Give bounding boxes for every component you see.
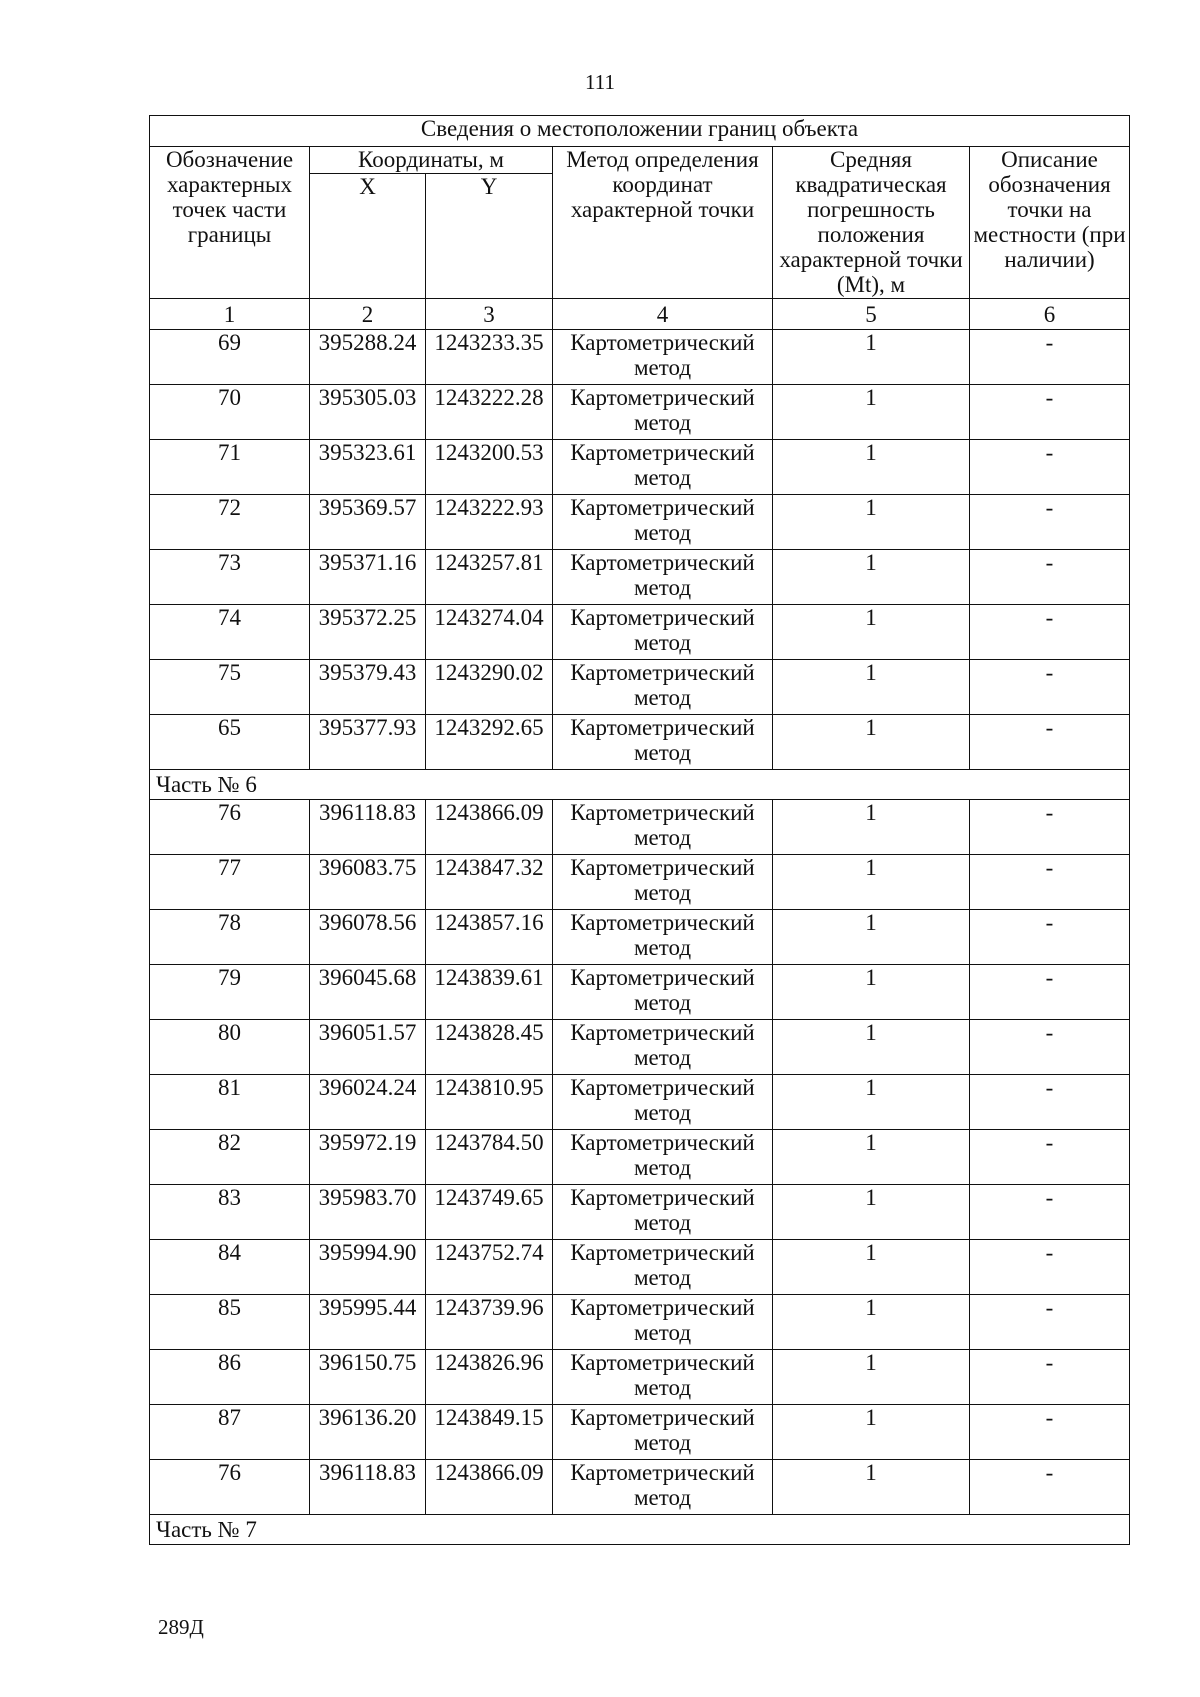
cell-point: 84 — [150, 1240, 310, 1295]
cell-error: 1 — [773, 1460, 970, 1515]
cell-method: Картометрический метод — [553, 1460, 773, 1515]
cell-method: Картометрический метод — [553, 1405, 773, 1460]
cell-y: 1243200.53 — [426, 440, 553, 495]
cell-x: 395995.44 — [310, 1295, 426, 1350]
column-number: 2 — [310, 299, 426, 330]
column-number: 6 — [970, 299, 1130, 330]
cell-description: - — [970, 1075, 1130, 1130]
cell-point: 78 — [150, 910, 310, 965]
cell-y: 1243866.09 — [426, 1460, 553, 1515]
cell-method: Картометрический метод — [553, 605, 773, 660]
cell-error: 1 — [773, 1350, 970, 1405]
cell-description: - — [970, 1460, 1130, 1515]
cell-error: 1 — [773, 550, 970, 605]
cell-x: 395377.93 — [310, 715, 426, 770]
table-row — [150, 1405, 1130, 1460]
cell-y: 1243292.65 — [426, 715, 553, 770]
cell-y: 1243784.50 — [426, 1130, 553, 1185]
table-row — [150, 800, 1130, 855]
cell-x: 396078.56 — [310, 910, 426, 965]
cell-error: 1 — [773, 385, 970, 440]
cell-x: 395371.16 — [310, 550, 426, 605]
cell-x: 395372.25 — [310, 605, 426, 660]
cell-method: Картометрический метод — [553, 1020, 773, 1075]
cell-description: - — [970, 715, 1130, 770]
cell-description: - — [970, 910, 1130, 965]
cell-x: 396150.75 — [310, 1350, 426, 1405]
header-x: X — [310, 174, 426, 299]
table-row — [150, 385, 1130, 440]
cell-error: 1 — [773, 1020, 970, 1075]
cell-point: 70 — [150, 385, 310, 440]
column-number: 3 — [426, 299, 553, 330]
cell-error: 1 — [773, 1405, 970, 1460]
column-number: 1 — [150, 299, 310, 330]
header-method: Метод определения координат характерной точки — [553, 147, 773, 299]
cell-y: 1243866.09 — [426, 800, 553, 855]
part-row — [150, 770, 1130, 800]
cell-description: - — [970, 1240, 1130, 1295]
cell-point: 80 — [150, 1020, 310, 1075]
column-number: 4 — [553, 299, 773, 330]
cell-description: - — [970, 495, 1130, 550]
cell-error: 1 — [773, 1185, 970, 1240]
cell-method: Картометрический метод — [553, 1075, 773, 1130]
cell-error: 1 — [773, 605, 970, 660]
cell-method: Картометрический метод — [553, 965, 773, 1020]
cell-point: 86 — [150, 1350, 310, 1405]
cell-error: 1 — [773, 660, 970, 715]
cell-error: 1 — [773, 715, 970, 770]
cell-point: 82 — [150, 1130, 310, 1185]
table-row — [150, 1240, 1130, 1295]
cell-description: - — [970, 385, 1130, 440]
cell-description: - — [970, 1405, 1130, 1460]
cell-y: 1243257.81 — [426, 550, 553, 605]
cell-point: 65 — [150, 715, 310, 770]
cell-point: 69 — [150, 330, 310, 385]
cell-x: 395972.19 — [310, 1130, 426, 1185]
part-row — [150, 1515, 1130, 1545]
cell-method: Картометрический метод — [553, 440, 773, 495]
cell-description: - — [970, 800, 1130, 855]
cell-error: 1 — [773, 330, 970, 385]
cell-error: 1 — [773, 495, 970, 550]
cell-error: 1 — [773, 855, 970, 910]
cell-method: Картометрический метод — [553, 1185, 773, 1240]
table-row — [150, 1460, 1130, 1515]
cell-x: 395288.24 — [310, 330, 426, 385]
header-coordinates: Координаты, м — [310, 147, 553, 174]
cell-point: 72 — [150, 495, 310, 550]
cell-method: Картометрический метод — [553, 855, 773, 910]
table-row — [150, 1075, 1130, 1130]
cell-description: - — [970, 440, 1130, 495]
cell-y: 1243847.32 — [426, 855, 553, 910]
cell-x: 396024.24 — [310, 1075, 426, 1130]
cell-x: 395983.70 — [310, 1185, 426, 1240]
header-y: Y — [426, 174, 553, 299]
cell-x: 396051.57 — [310, 1020, 426, 1075]
table-row — [150, 965, 1130, 1020]
cell-error: 1 — [773, 1075, 970, 1130]
cell-y: 1243810.95 — [426, 1075, 553, 1130]
cell-error: 1 — [773, 1130, 970, 1185]
cell-y: 1243849.15 — [426, 1405, 553, 1460]
part-label: Часть № 7 — [150, 1515, 1130, 1545]
table-row — [150, 910, 1130, 965]
cell-method: Картометрический метод — [553, 1240, 773, 1295]
header-error: Средняя квадратическая погрешность положения характерной точки (Mt), м — [773, 147, 970, 299]
cell-point: 85 — [150, 1295, 310, 1350]
cell-point: 83 — [150, 1185, 310, 1240]
cell-description: - — [970, 855, 1130, 910]
cell-point: 75 — [150, 660, 310, 715]
cell-x: 396083.75 — [310, 855, 426, 910]
cell-method: Картометрический метод — [553, 495, 773, 550]
cell-point: 87 — [150, 1405, 310, 1460]
cell-description: - — [970, 550, 1130, 605]
cell-point: 77 — [150, 855, 310, 910]
table-row — [150, 550, 1130, 605]
page-number: 111 — [585, 70, 615, 94]
cell-y: 1243222.28 — [426, 385, 553, 440]
table-row — [150, 1185, 1130, 1240]
table-row — [150, 660, 1130, 715]
table-row — [150, 440, 1130, 495]
cell-description: - — [970, 1185, 1130, 1240]
cell-y: 1243857.16 — [426, 910, 553, 965]
table-row — [150, 1350, 1130, 1405]
cell-point: 71 — [150, 440, 310, 495]
cell-x: 395305.03 — [310, 385, 426, 440]
cell-method: Картометрический метод — [553, 550, 773, 605]
cell-y: 1243826.96 — [426, 1350, 553, 1405]
cell-y: 1243233.35 — [426, 330, 553, 385]
cell-description: - — [970, 1130, 1130, 1185]
table-title: Сведения о местоположении границ объекта — [150, 116, 1130, 147]
cell-x: 395369.57 — [310, 495, 426, 550]
cell-x: 396118.83 — [310, 800, 426, 855]
table-row — [150, 605, 1130, 660]
cell-description: - — [970, 1020, 1130, 1075]
cell-y: 1243222.93 — [426, 495, 553, 550]
cell-error: 1 — [773, 1240, 970, 1295]
cell-point: 76 — [150, 1460, 310, 1515]
footer-code: 289Д — [158, 1615, 204, 1639]
header-description: Описание обозначения точки на местности (при наличии) — [970, 147, 1130, 299]
cell-method: Картометрический метод — [553, 910, 773, 965]
cell-x: 396118.83 — [310, 1460, 426, 1515]
cell-error: 1 — [773, 800, 970, 855]
cell-method: Картометрический метод — [553, 330, 773, 385]
cell-description: - — [970, 1350, 1130, 1405]
cell-y: 1243274.04 — [426, 605, 553, 660]
cell-method: Картометрический метод — [553, 1130, 773, 1185]
cell-point: 81 — [150, 1075, 310, 1130]
part-label: Часть № 6 — [150, 770, 1130, 800]
cell-description: - — [970, 605, 1130, 660]
cell-point: 74 — [150, 605, 310, 660]
table-row — [150, 1130, 1130, 1185]
cell-y: 1243839.61 — [426, 965, 553, 1020]
cell-method: Картометрический метод — [553, 715, 773, 770]
header-point: Обозначение характерных точек части границы — [150, 147, 310, 299]
cell-x: 396045.68 — [310, 965, 426, 1020]
cell-y: 1243749.65 — [426, 1185, 553, 1240]
table-row — [150, 495, 1130, 550]
table-row — [150, 855, 1130, 910]
cell-x: 395379.43 — [310, 660, 426, 715]
cell-method: Картометрический метод — [553, 385, 773, 440]
cell-point: 79 — [150, 965, 310, 1020]
cell-y: 1243739.96 — [426, 1295, 553, 1350]
boundary-coordinates-table — [149, 115, 1130, 1545]
cell-description: - — [970, 660, 1130, 715]
cell-method: Картометрический метод — [553, 660, 773, 715]
cell-y: 1243290.02 — [426, 660, 553, 715]
table-row — [150, 1295, 1130, 1350]
cell-y: 1243828.45 — [426, 1020, 553, 1075]
cell-point: 76 — [150, 800, 310, 855]
cell-error: 1 — [773, 910, 970, 965]
column-numbers-row — [150, 299, 1130, 330]
cell-description: - — [970, 1295, 1130, 1350]
cell-y: 1243752.74 — [426, 1240, 553, 1295]
cell-point: 73 — [150, 550, 310, 605]
cell-error: 1 — [773, 965, 970, 1020]
table-row — [150, 1020, 1130, 1075]
cell-x: 396136.20 — [310, 1405, 426, 1460]
cell-method: Картометрический метод — [553, 800, 773, 855]
cell-description: - — [970, 965, 1130, 1020]
table-row — [150, 715, 1130, 770]
cell-error: 1 — [773, 1295, 970, 1350]
column-number: 5 — [773, 299, 970, 330]
table-row — [150, 330, 1130, 385]
cell-method: Картометрический метод — [553, 1350, 773, 1405]
cell-method: Картометрический метод — [553, 1295, 773, 1350]
cell-x: 395994.90 — [310, 1240, 426, 1295]
cell-x: 395323.61 — [310, 440, 426, 495]
cell-description: - — [970, 330, 1130, 385]
cell-error: 1 — [773, 440, 970, 495]
